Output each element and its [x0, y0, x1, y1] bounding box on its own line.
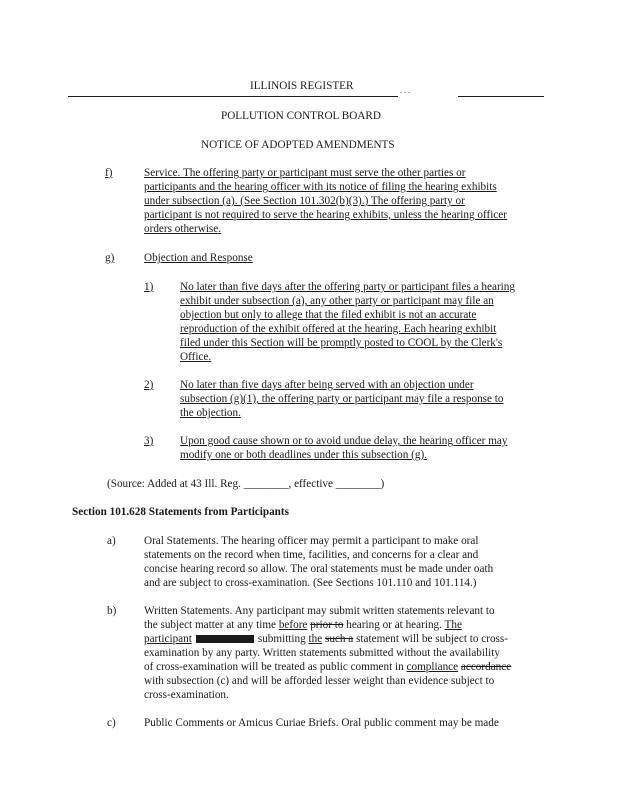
item-g1-label: 1) — [144, 281, 154, 293]
item-f-line-2: participants and the hearing officer with its notice of filing the hearing exhibits — [144, 181, 497, 193]
item-g3-label: 3) — [144, 435, 154, 447]
redaction-mark — [196, 635, 254, 643]
item-a-line-1: Oral Statements. The hearing officer may permit a participant to make oral — [144, 535, 479, 547]
b-inserted-compliance: compliance — [406, 661, 459, 673]
item-g3-line-2: modify one or both deadlines under this subsection (g). — [180, 449, 428, 461]
item-b-label: b) — [107, 605, 117, 617]
item-b-line-6: with subsection (c) and will be afforded lesser weight than evidence subject to — [144, 675, 495, 687]
item-b-line-4: examination by any party. Written statements submitted without the availability — [144, 647, 500, 659]
b-deleted-such-a: such a — [324, 633, 354, 645]
b-line5-text-a: of cross-examination will be treated as public comment in — [144, 661, 407, 673]
item-b-line-3 — [144, 632, 508, 646]
b-line2-text-a: the subject matter at any time — [144, 619, 279, 631]
item-b-line-5 — [144, 660, 511, 674]
b-deleted-prior-to: prior to — [310, 619, 344, 631]
item-g-title: Objection and Response — [144, 252, 253, 264]
item-g3-line-1: Upon good cause shown or to avoid undue delay, the hearing officer may — [180, 435, 508, 447]
item-g1-line-3: objection but only to allege that the filed exhibit is not an accurate — [180, 309, 477, 321]
register-title: ILLINOIS REGISTER — [250, 80, 354, 92]
item-g1-line-5: filed under this Section will be promptly posted to COOL by the Clerk's — [180, 337, 503, 349]
item-b-line-1: Written Statements. Any participant may submit written statements relevant to — [144, 605, 495, 617]
agency-name: POLLUTION CONTROL BOARD — [221, 110, 381, 122]
header-rule-left — [68, 96, 398, 97]
b-inserted-the-2: the — [308, 633, 323, 645]
section-heading: Section 101.628 Statements from Participants — [72, 506, 289, 518]
b-inserted-participant: participant — [144, 633, 192, 645]
item-f-label: f) — [105, 167, 113, 179]
b-inserted-before: before — [278, 619, 308, 631]
item-a-line-2: statements on the record when time, facilities, and concerns for a clear and — [144, 549, 479, 561]
b-deleted-accordance: accordance — [460, 661, 512, 673]
item-g2-line-2: subsection (g)(1), the offering party or participant may file a response to — [180, 393, 504, 405]
item-g2-line-1: No later than five days after being served with an objection under — [180, 379, 474, 391]
item-g1-line-1: No later than five days after the offering party or participant files a hearing — [180, 281, 515, 293]
item-b-line-7: cross-examination. — [144, 689, 229, 701]
source-blank-1: ________ — [243, 478, 289, 490]
item-g1-line-4: reproduction of the exhibit offered at the hearing. Each hearing exhibit — [180, 323, 497, 335]
item-a-line-3: concise hearing record so allow. The oral statements must be made under oath — [144, 563, 494, 575]
item-g-label: g) — [105, 252, 115, 264]
source-suffix: ) — [380, 478, 385, 490]
b-line3-text-b: statement will be subject to cross- — [353, 633, 508, 645]
source-prefix: (Source: Added at 43 Ill. Reg. — [107, 478, 241, 490]
item-b-line-2 — [144, 618, 462, 632]
item-f-line-3: under subsection (a). (See Section 101.302(b)(3).) The offering party or — [144, 195, 465, 207]
item-g1-line-6: Office. — [180, 351, 212, 363]
item-g2-label: 2) — [144, 379, 154, 391]
item-f-line-5: orders otherwise. — [144, 223, 222, 235]
item-a-line-4: and are subject to cross-examination. (See Sections 101.110 and 101.114.) — [144, 577, 477, 589]
item-g2-line-3: the objection. — [180, 407, 241, 419]
header-dots: . . . — [400, 86, 410, 95]
source-note — [107, 477, 384, 491]
item-f-line-4: participant is not required to serve the hearing exhibits, unless the hearing officer — [144, 209, 507, 221]
source-blank-2: ________ — [335, 478, 381, 490]
b-line3-text-a: submitting — [257, 633, 309, 645]
item-f-line-1: Service. The offering party or participant must serve the other parties or — [144, 167, 466, 179]
notice-title: NOTICE OF ADOPTED AMENDMENTS — [201, 139, 395, 151]
source-mid: , effective — [288, 478, 333, 490]
item-c-label: c) — [107, 717, 116, 729]
item-c-line-1: Public Comments or Amicus Curiae Briefs. Oral public comment may be made — [144, 717, 499, 729]
item-g1-line-2: exhibit under subsection (a), any other party or participant may file an — [180, 295, 494, 307]
header-rule-right — [458, 96, 544, 97]
b-inserted-the: The — [444, 619, 462, 631]
b-line2-text-b: hearing or at hearing. — [343, 619, 445, 631]
item-a-label: a) — [107, 535, 116, 547]
